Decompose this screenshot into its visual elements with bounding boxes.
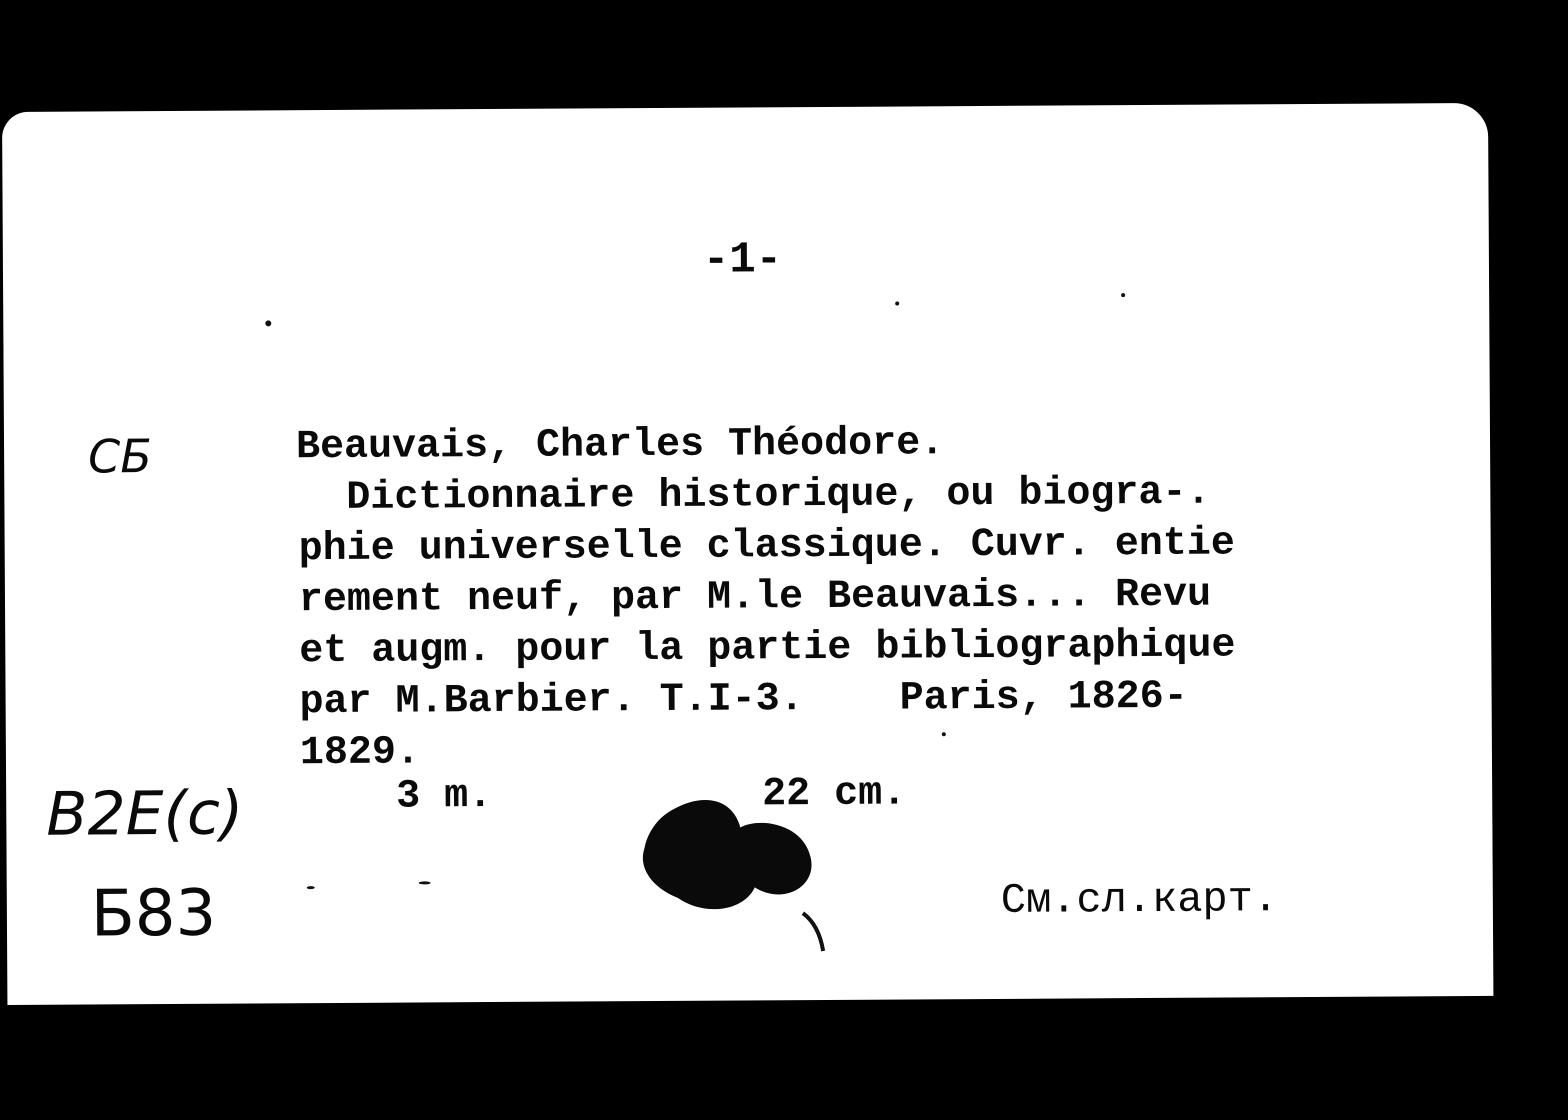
shelf-mark-secondary: Б83 (90, 876, 217, 952)
speck (265, 320, 271, 326)
body-line: par M.Barbier. T.I-3. Paris, 1826- (299, 674, 1188, 726)
body-line: 1829. (299, 730, 421, 777)
shelf-mark-primary: B2E(c) (46, 778, 244, 850)
catalog-card (2, 103, 1493, 1005)
body-line: rement neuf, par M.le Beauvais... Revu (298, 572, 1212, 624)
speck (419, 881, 431, 884)
volumes: 3 m. (396, 774, 493, 820)
body-line: phie universelle classique. Cuvr. entie (298, 521, 1235, 573)
speck (942, 732, 946, 736)
dimensions: 22 cm. (762, 771, 907, 818)
speck (895, 302, 899, 306)
ink-blot (632, 787, 823, 928)
call-number: СБ (87, 429, 152, 484)
body-line: Dictionnaire historique, ou biogra-. (298, 470, 1211, 522)
see-next-card: См.сл.карт. (1000, 875, 1279, 925)
page-marker: -1- (702, 235, 783, 286)
ink-stroke (797, 907, 837, 957)
speck (307, 886, 315, 889)
author-heading: Beauvais, Charles Théodore. (295, 421, 945, 471)
body-line: et augm. pour la partie bibliographique (299, 623, 1236, 675)
speck (1121, 293, 1125, 297)
